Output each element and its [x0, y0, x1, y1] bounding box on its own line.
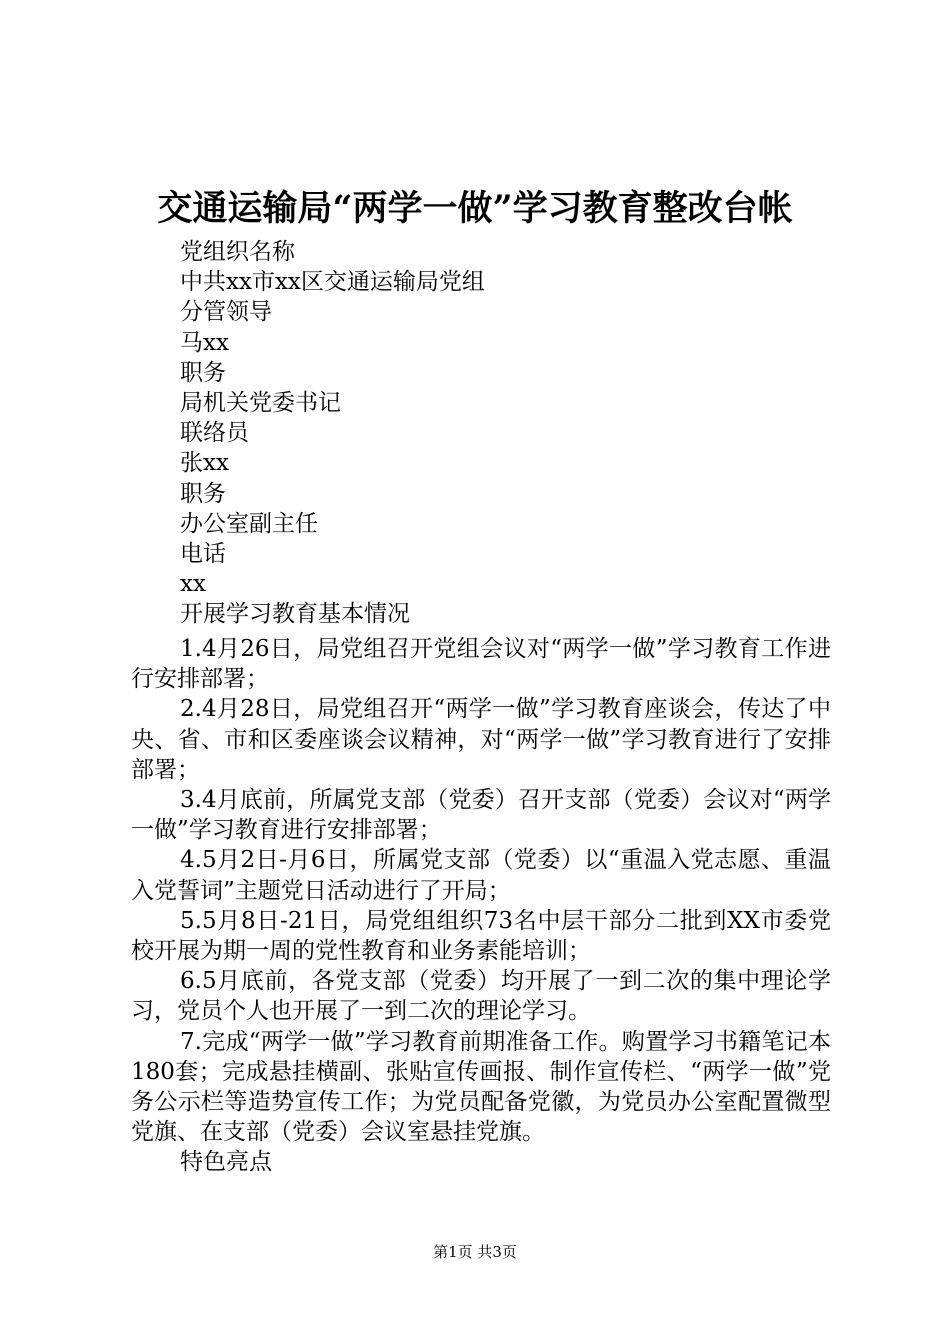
- document-title: 交通运输局“两学一做”学习教育整改台帐: [157, 188, 793, 229]
- field-label-leader: 分管领导: [180, 299, 272, 326]
- field-value-phone: xx: [180, 571, 206, 598]
- field-label-leader-position: 职务: [180, 359, 226, 386]
- paragraph-item-2: 2.4月28日，局党组召开“两学一做”学习教育座谈会，传达了中央、省、市和区委座谈会议精神，对“两学一做”学习教育进行了安排部署；: [131, 696, 831, 783]
- section-heading-highlights: 特色亮点: [180, 1149, 272, 1176]
- paragraph-item-3: 3.4月底前，所属党支部（党委）召开支部（党委）会议对“两学一做”学习教育进行安排部署；: [131, 787, 831, 844]
- field-label-party-org: 党组织名称: [180, 239, 295, 265]
- field-value-leader-position: 局机关党委书记: [180, 389, 341, 416]
- page-footer: 第1页 共3页: [433, 1243, 517, 1261]
- field-label-phone: 电话: [180, 540, 226, 567]
- section-heading-basic-situation: 开展学习教育基本情况: [180, 601, 410, 628]
- info-fields: [180, 237, 485, 629]
- field-label-liaison: 联络员: [180, 420, 249, 447]
- field-label-liaison-position: 职务: [180, 480, 226, 507]
- paragraph-item-4: 4.5月2日-月6日，所属党支部（党委）以“重温入党志愿、重温入党誓词”主题党日活动进行了开局；: [131, 847, 831, 904]
- paragraph-item-6: 6.5月底前，各党支部（党委）均开展了一到二次的集中理论学习，党员个人也开展了一到二次的理论学习。: [131, 968, 831, 1025]
- paragraph-item-7: 7.完成“两学一做”学习教育前期准备工作。购置学习书籍笔记本180套；完成悬挂横副、张贴宣传画报、制作宣传栏、“两学一做”党务公示栏等造势宣传工作；为党员配备党徽，为党员办公室配置微型党旗、在支部（党委）会议室悬挂党旗。: [131, 1028, 831, 1146]
- paragraph-item-1: 1.4月26日，局党组召开党组会议对“两学一做”学习教育工作进行安排部署；: [131, 636, 831, 693]
- paragraph-item-5: 5.5月8日-21日，局党组组织73名中层干部分二批到XX市委党校开展为期一周的党性教育和业务素能培训；: [131, 907, 831, 965]
- document-body: [131, 634, 831, 1178]
- field-value-liaison: 张xx: [180, 450, 229, 477]
- field-value-liaison-position: 办公室副主任: [180, 510, 318, 537]
- field-value-leader: 马xx: [180, 329, 229, 356]
- field-value-party-org: 中共xx市xx区交通运输局党组: [180, 269, 485, 296]
